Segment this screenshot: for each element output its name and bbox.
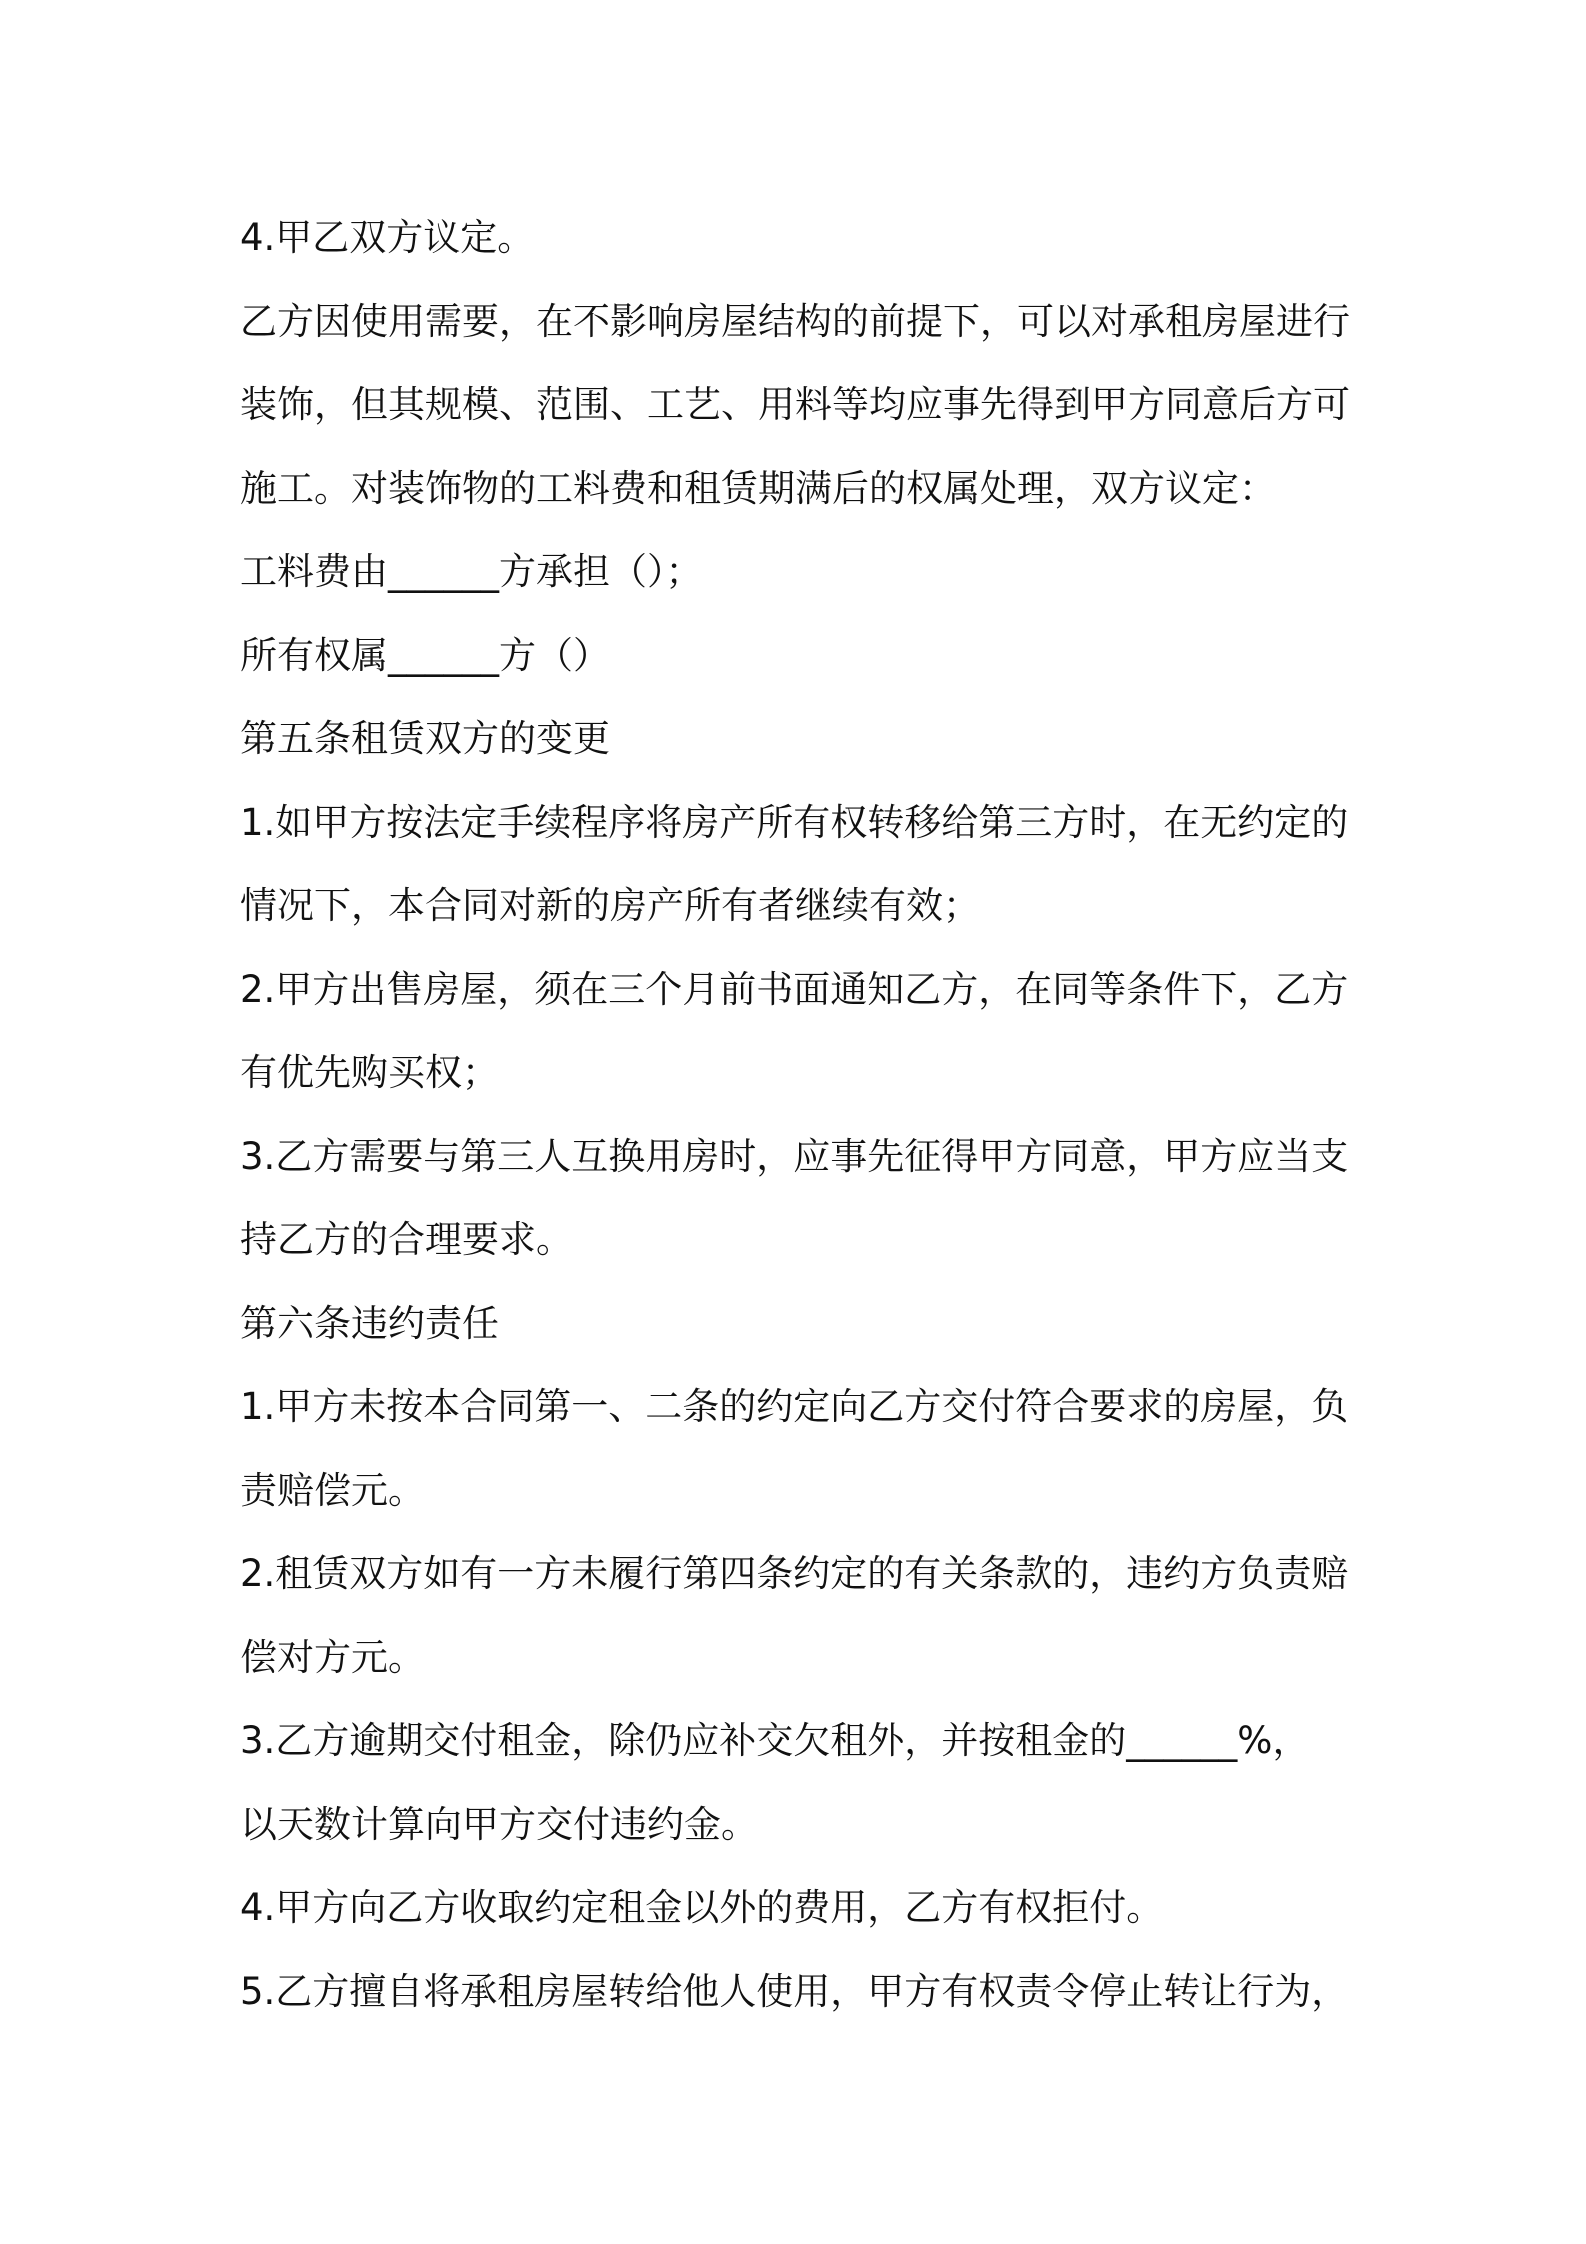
section-heading: 第六条违约责任: [240, 1301, 499, 1345]
text-line: 工料费由______方承担（）；: [240, 550, 703, 593]
text-line: 情况下，本合同对新的房产所有者继续有效；: [240, 884, 980, 927]
text-line: 所有权属______方（）: [240, 633, 610, 677]
text-line: 以天数计算向甲方交付违约金。: [240, 1802, 758, 1846]
section-heading: 第五条租赁双方的变更: [240, 717, 610, 760]
text-line: 责赔偿元。: [240, 1468, 425, 1512]
text-line: 装饰，但其规模、范围、工艺、用料等均应事先得到甲方同意后方可: [240, 383, 1350, 426]
text-line: 3.乙方逾期交付租金，除仍应补交欠租外，并按租金的______%，: [240, 1719, 1310, 1762]
text-line: 4.甲方向乙方收取约定租金以外的费用，乙方有权拒付。: [240, 1886, 1164, 1929]
text-line: 乙方因使用需要，在不影响房屋结构的前提下，可以对承租房屋进行: [240, 299, 1350, 343]
text-line: 2.租赁双方如有一方未履行第四条约定的有关条款的，违约方负责赔: [240, 1552, 1349, 1595]
text-line: 3.乙方需要与第三人互换用房时，应事先征得甲方同意，甲方应当支: [240, 1134, 1349, 1178]
text-line: 2.甲方出售房屋，须在三个月前书面通知乙方，在同等条件下，乙方: [240, 967, 1349, 1011]
text-line: 偿对方元。: [240, 1635, 425, 1679]
document-page: [240, 196, 1350, 2033]
text-line: 4.甲乙双方议定。: [240, 216, 535, 259]
text-line: 施工。对装饰物的工料费和租赁期满后的权属处理，双方议定：: [240, 466, 1276, 510]
text-line: 5.乙方擅自将承租房屋转给他人使用，甲方有权责令停止转让行为，: [240, 1969, 1349, 2013]
text-line: 有优先购买权；: [240, 1051, 499, 1094]
text-line: 1.如甲方按法定手续程序将房产所有权转移给第三方时，在无约定的: [240, 800, 1349, 844]
text-line: 1.甲方未按本合同第一、二条的约定向乙方交付符合要求的房屋，负: [240, 1385, 1349, 1428]
text-line: 持乙方的合理要求。: [240, 1218, 573, 1261]
